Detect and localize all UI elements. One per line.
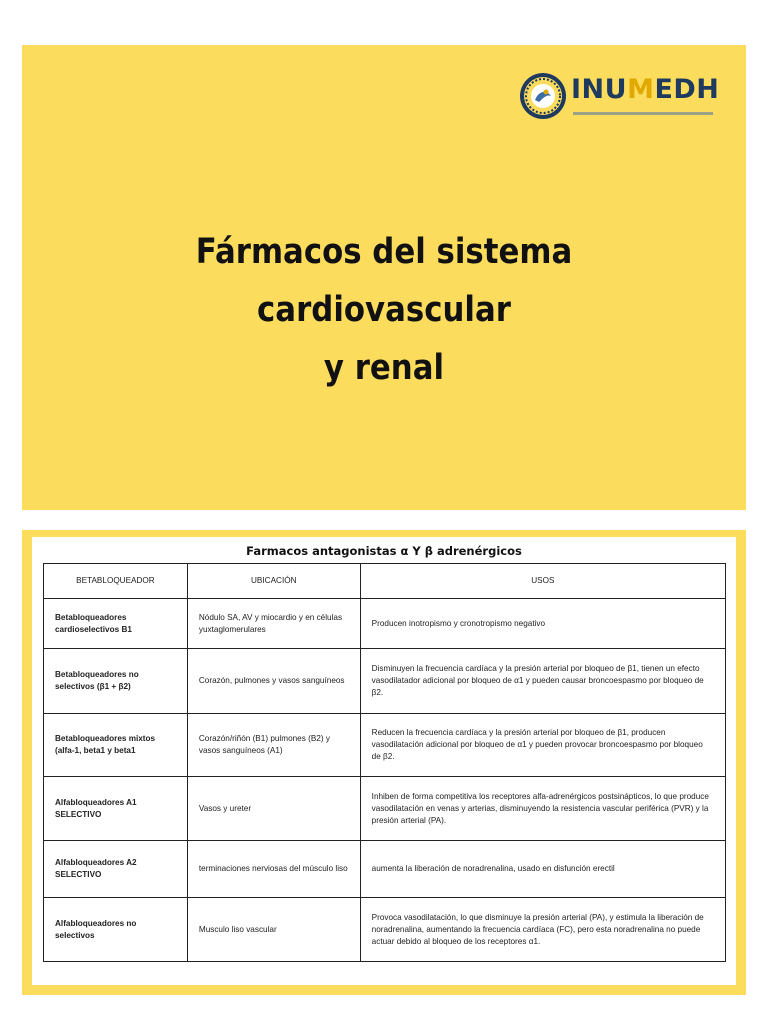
header-betabloqueador: BETABLOQUEADOR bbox=[44, 564, 188, 599]
location-cell: Vasos y ureter bbox=[187, 777, 360, 841]
table-page bbox=[22, 530, 746, 995]
uses-cell: Provoca vasodilatación, lo que disminuye la presión arterial (PA), y estimula la liberación de noradrenalina, aumentando la frecuencia cardíaca (FC), pero esta noradrenalina no puede actuar debido al bloqueo de los receptores α1. bbox=[360, 898, 725, 962]
header-usos: USOS bbox=[360, 564, 725, 599]
uses-cell: Inhiben de forma competitiva los receptores alfa-adrenérgicos postsinápticos, lo que produce vasodilatación en venas y arterias, disminuyendo la resistencia vascular periférica (PVR) y la presión arterial (PA). bbox=[360, 777, 725, 841]
drug-type-cell: Alfabloqueadores no selectivos bbox=[44, 898, 188, 962]
uses-cell: Disminuyen la frecuencia cardíaca y la presión arterial por bloqueo de β1, tienen un efecto vasodilatador adicional por bloqueo de α1 y pueden causar broncoespasmo por bloqueo de β2. bbox=[360, 649, 725, 714]
location-cell: terminaciones nerviosas del músculo liso bbox=[187, 841, 360, 898]
title-line-2: y renal bbox=[323, 348, 445, 388]
uses-cell: Reducen la frecuencia cardíaca y la presión arterial por bloqueo de β1, producen vasodilatación adicional por bloqueo de α1 y pueden provocar broncoespasmo por bloqueo de β2. bbox=[360, 714, 725, 777]
location-cell: Musculo liso vascular bbox=[187, 898, 360, 962]
header-ubicacion: UBICACIÓN bbox=[187, 564, 360, 599]
seal-icon bbox=[519, 72, 567, 120]
drug-table bbox=[43, 563, 726, 962]
table-row bbox=[44, 841, 726, 898]
table-row bbox=[44, 777, 726, 841]
logo-tagline-bar bbox=[573, 112, 713, 115]
table-title: Farmacos antagonistas α Y β adrenérgicos bbox=[246, 544, 522, 558]
table-row bbox=[44, 649, 726, 714]
table-card bbox=[32, 537, 736, 985]
logo-wordmark: INUMEDH bbox=[571, 74, 720, 105]
drug-type-cell: Alfabloqueadores A2 SELECTIVO bbox=[44, 841, 188, 898]
inumedh-logo bbox=[519, 72, 719, 126]
uses-cell: Producen inotropismo y cronotropismo negativo bbox=[360, 599, 725, 649]
drug-type-cell: Betabloqueadores cardioselectivos B1 bbox=[44, 599, 188, 649]
table-row bbox=[44, 898, 726, 962]
table-row bbox=[44, 714, 726, 777]
location-cell: Corazón, pulmones y vasos sanguíneos bbox=[187, 649, 360, 714]
location-cell: Corazón/riñón (B1) pulmones (B2) y vasos sanguíneos (A1) bbox=[187, 714, 360, 777]
location-cell: Nódulo SA, AV y miocardio y en células yuxtaglomerulares bbox=[187, 599, 360, 649]
drug-type-cell: Alfabloqueadores A1 SELECTIVO bbox=[44, 777, 188, 841]
table-row bbox=[44, 599, 726, 649]
uses-cell: aumenta la liberación de noradrenalina, usado en disfunción erectil bbox=[360, 841, 725, 898]
cover-page bbox=[22, 45, 746, 510]
title-line-1: Fármacos del sistema cardiovascular bbox=[195, 232, 573, 330]
page-title bbox=[65, 223, 702, 397]
table-header-row bbox=[44, 564, 726, 599]
drug-type-cell: Betabloqueadores mixtos (alfa-1, beta1 y beta1 bbox=[44, 714, 188, 777]
drug-type-cell: Betabloqueadores no selectivos (β1 + β2) bbox=[44, 649, 188, 714]
